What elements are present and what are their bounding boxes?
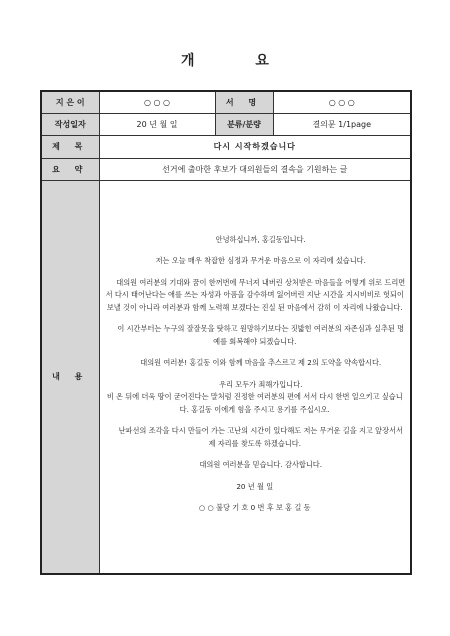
summary-form-table xyxy=(40,90,412,575)
summary-value: 선거에 출마한 후보가 대의원들의 결속을 기원하는 글 xyxy=(99,158,411,180)
summary-row xyxy=(41,158,411,180)
content-paragraph-restore: 이 시간부터는 누구의 잘잘못을 탓하고 원망하기보다는 짓밟힌 여러분의 자존심과 실추된 명예를 회복해야 되겠습니다. xyxy=(117,324,405,346)
category-value: 결의문 1/1page xyxy=(273,113,411,135)
name-value: ○ ○ ○ xyxy=(273,91,411,113)
content-paragraph-apology: 대의원 여러분의 기대와 꿈이 한꺼번에 무너져 내버린 상처받은 마음들을 어떻게 위로 드리면서 다시 태어난다는 애를 쓰는 자성과 아픔을 감수하며 잃어버린 지난 시간을 지시비비로 헛되이 보낼 것이 아니라 여러분과 함께 노력해 보겠다는 진실 된 마음에서 감히 이 자리에 나왔습니다. xyxy=(105,277,406,312)
title-row xyxy=(41,135,411,158)
content-body xyxy=(99,180,411,574)
content-row xyxy=(41,180,411,574)
content-paragraph-greeting: 안녕하십니까, 홍길동입니다. xyxy=(215,234,306,244)
content-paragraph-rise: 비 온 뒤에 더욱 땅이 굳어진다는 말처럼 진정한 여러분의 편에 서서 다시 한번 일으키고 싶습니다. 홍길동 이에게 힘을 주시고 용기를 주십시오. xyxy=(106,392,403,414)
name-label: 서 명 xyxy=(215,91,273,113)
content-signature: ○ ○ 불당 기 호 0 번 후 보 홍 길 동 xyxy=(198,503,311,513)
title-value: 다시 시작하겠습니다 xyxy=(99,135,411,158)
presenter-row xyxy=(41,91,411,113)
date-row xyxy=(41,113,411,135)
content-date: 20 년 월 일 xyxy=(236,481,274,491)
content-paragraph-thanks: 대의원 여러분을 믿습니다. 감사합니다. xyxy=(199,460,322,470)
title-label: 제 목 xyxy=(41,135,99,158)
content-paragraph-intro: 저는 오늘 매우 착잡한 심정과 무거운 마음으로 이 자리에 섰습니다. xyxy=(155,256,366,266)
document-title: 개 요 xyxy=(181,53,297,69)
summary-label: 요 약 xyxy=(41,158,99,180)
category-label: 분류/분량 xyxy=(215,113,273,135)
content-paragraph-pledge: 대의원 여러분! 홍길동 이와 함께 마음을 추스르고 제 2의 도약을 약속합시다. xyxy=(140,358,382,368)
date-label: 작성일자 xyxy=(41,113,99,135)
content-paragraph-together: 우리 모두가 죄해가입니다. xyxy=(219,379,303,389)
date-value: 20 년 월 일 xyxy=(99,113,215,135)
presenter-label: 지 은 이 xyxy=(41,91,99,113)
presenter-value: ○ ○ ○ xyxy=(99,91,215,113)
content-label: 내 용 xyxy=(41,180,99,574)
content-paragraph-commitment: 난파선의 조각을 다시 만들어 가는 고난의 시간이 있다해도 저는 무거운 길을 지고 앞장서서 제 자리를 찾도록 하겠습니다. xyxy=(118,426,403,448)
